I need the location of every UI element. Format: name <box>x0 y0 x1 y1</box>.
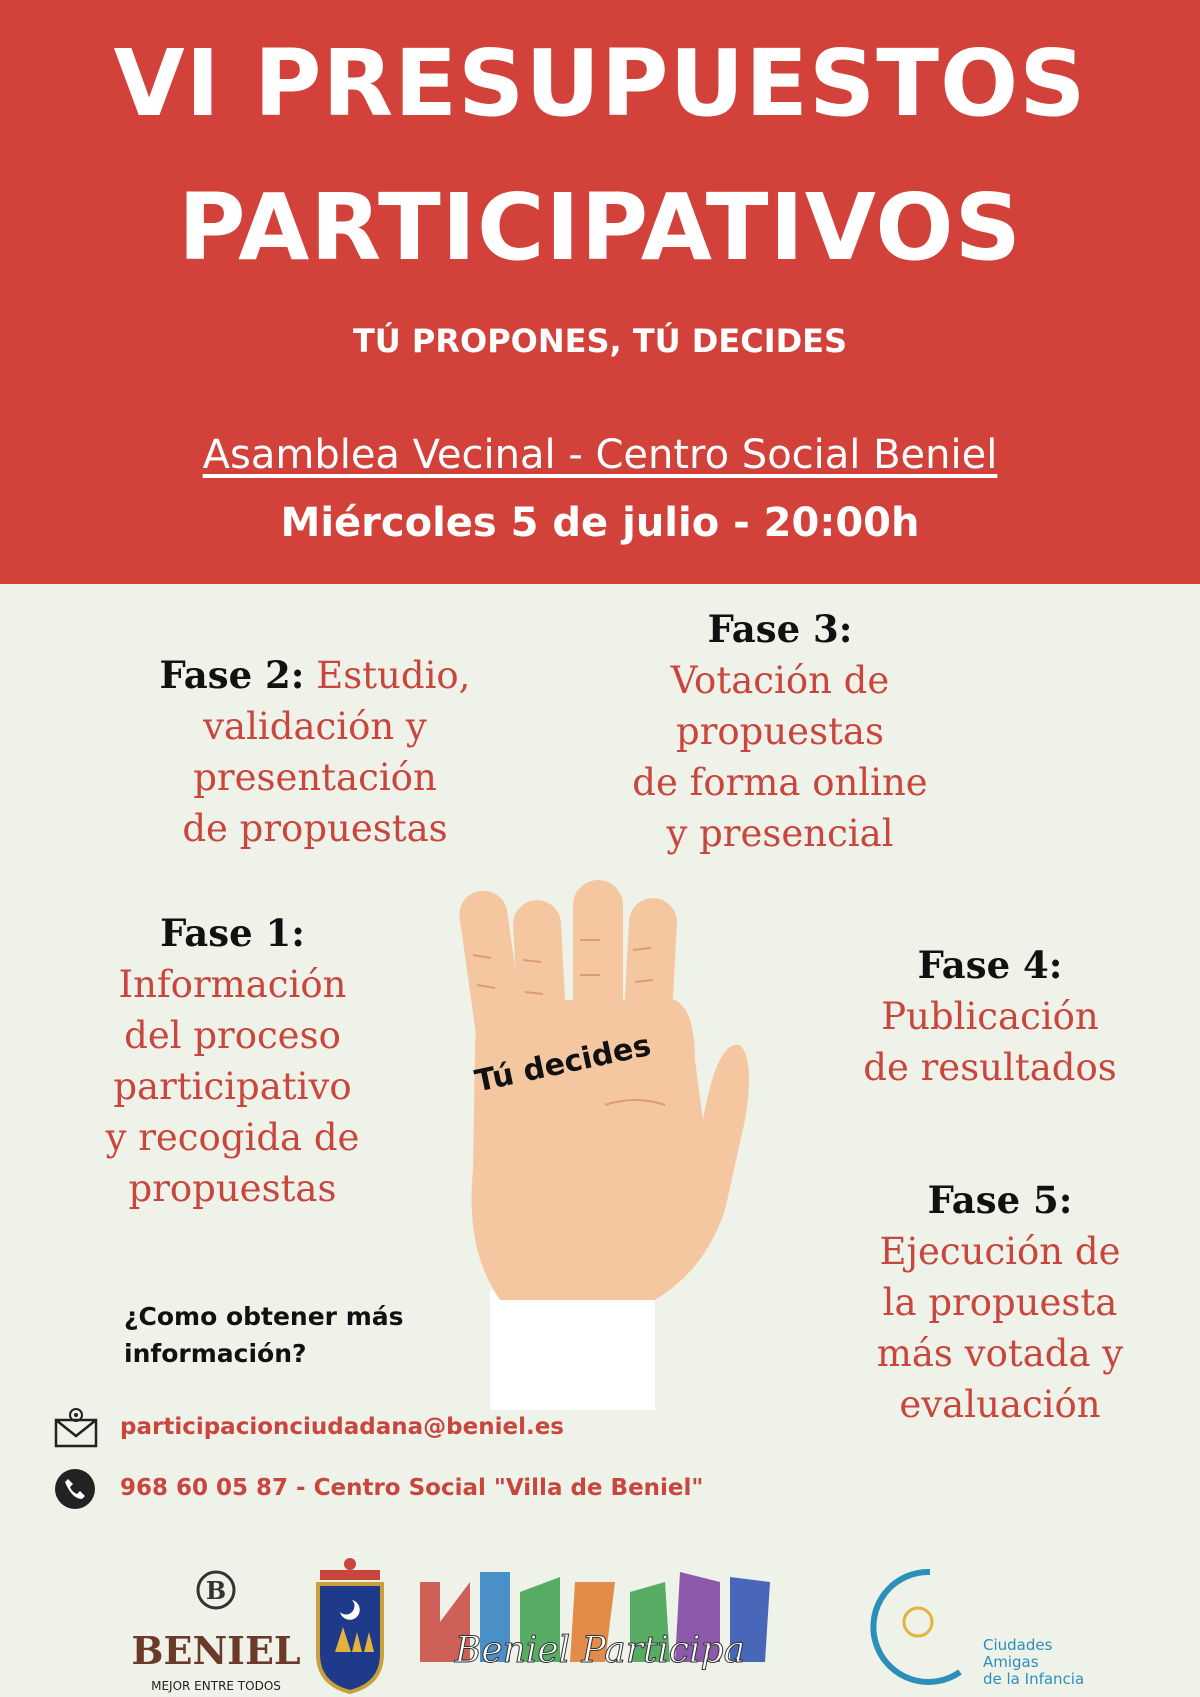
slogan: TÚ PROPONES, TÚ DECIDES <box>352 322 848 360</box>
phase-1-line: Información <box>118 963 347 1006</box>
phase-2-line: validación y <box>203 705 427 748</box>
beniel-participa-logo <box>420 1572 770 1671</box>
phase-2-line: Estudio, <box>316 654 471 697</box>
phase-2 <box>140 650 490 854</box>
phase-1-line: del proceso <box>124 1014 341 1057</box>
info-question-line: información? <box>124 1339 307 1368</box>
beniel-logo-name: BENIEL <box>131 1628 301 1673</box>
event-date: Miércoles 5 de julio - 20:00h <box>280 500 920 546</box>
phase-1-line: y recogida de <box>105 1116 360 1159</box>
phase-5-line: más votada y <box>876 1332 1124 1375</box>
phase-5-label: Fase 5: <box>927 1178 1073 1222</box>
phase-4 <box>840 940 1140 1093</box>
ciudades-line-2: Amigas <box>983 1653 1039 1671</box>
phase-4-label: Fase 4: <box>917 943 1063 987</box>
coat-of-arms-icon <box>318 1558 382 1692</box>
beniel-logo-mark: B <box>205 1576 227 1605</box>
phase-3-line: de forma online <box>632 761 928 804</box>
phase-2-line: presentación <box>193 756 437 799</box>
email-icon <box>54 1408 98 1448</box>
phone-icon <box>54 1468 96 1510</box>
title-line-2: PARTICIPATIVOS <box>178 174 1022 281</box>
phase-1 <box>80 908 385 1214</box>
logo-strip <box>0 1552 1200 1697</box>
phase-1-label: Fase 1: <box>160 911 305 955</box>
ciudades-line-1: Ciudades <box>983 1636 1053 1654</box>
phase-1-line: propuestas <box>128 1167 337 1210</box>
venue: Asamblea Vecinal - Centro Social Beniel <box>202 432 998 478</box>
info-question <box>124 1298 454 1372</box>
beniel-logo <box>131 1572 300 1693</box>
phase-3-label: Fase 3: <box>707 607 853 651</box>
phase-5-line: evaluación <box>899 1383 1101 1426</box>
hand-text: Tú decides <box>472 1028 654 1100</box>
title-line-1: VI PRESUPUESTOS <box>113 30 1087 137</box>
phase-5-line: la propuesta <box>882 1281 1118 1324</box>
hand-illustration <box>455 870 765 1410</box>
phase-3 <box>600 604 960 859</box>
phase-4-line: de resultados <box>863 1046 1117 1089</box>
phone-number[interactable]: 968 60 05 87 - Centro Social "Villa de Beniel" <box>120 1475 704 1501</box>
sleeve-cuff <box>490 1290 655 1410</box>
beniel-logo-motto: MEJOR ENTRE TODOS <box>151 1679 281 1693</box>
phase-3-line: y presencial <box>666 812 894 855</box>
phase-1-line: participativo <box>113 1065 352 1108</box>
phase-2-label: Fase 2: <box>159 653 305 697</box>
email-link[interactable]: participacionciudadana@beniel.es <box>120 1414 564 1440</box>
phase-3-line: Votación de <box>670 659 890 702</box>
header-banner <box>0 0 1200 584</box>
phase-4-line: Publicación <box>881 995 1099 1038</box>
phase-3-line: propuestas <box>676 710 884 753</box>
info-question-line: ¿Como obtener más <box>124 1302 404 1331</box>
phase-5 <box>840 1175 1160 1430</box>
participa-text: Beniel Participa <box>454 1630 746 1671</box>
ciudades-line-3: de la Infancia <box>983 1670 1085 1688</box>
phase-2-line: de propuestas <box>182 807 448 850</box>
phase-5-line: Ejecución de <box>879 1230 1121 1273</box>
ciudades-amigas-logo <box>873 1572 1084 1688</box>
